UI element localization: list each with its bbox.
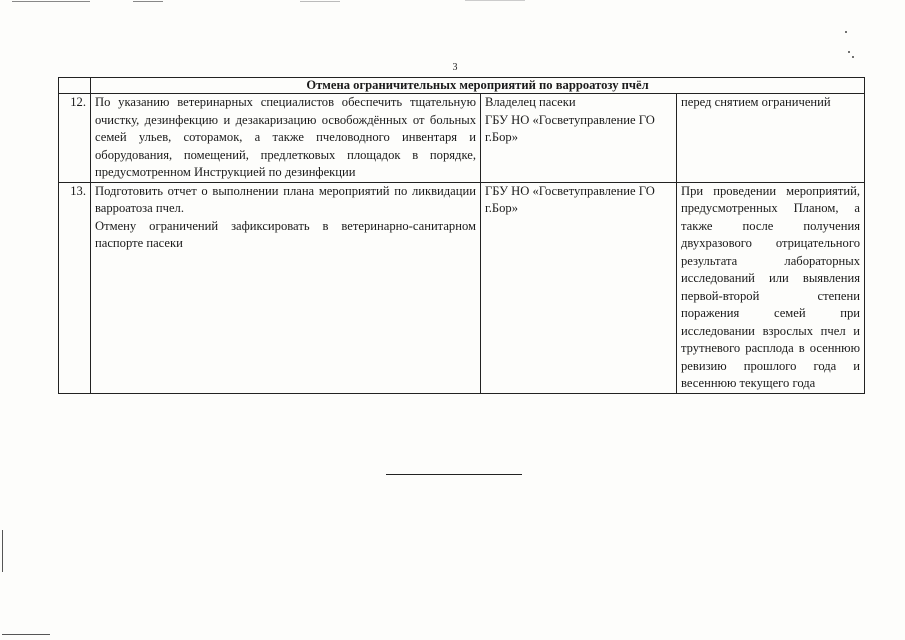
responsible-cell (481, 94, 677, 183)
scan-artifact-line (465, 0, 525, 1)
scan-artifact-line (133, 1, 163, 2)
row-number: 12. (59, 94, 91, 183)
deadline-cell: перед снятием ограничений (677, 94, 865, 183)
action-cell (91, 94, 481, 183)
deadline-text: При проведении мероприятий, предусмотренных Планом, а также после получения двухразового отрицательного результата лабораторных исследований или выявления первой-второй степени поражения семей при исследовании взрослых пчел и трутневого расплода в осеннюю ревизию прошлого года и весеннюю текущего года (681, 183, 860, 390)
plan-table (58, 77, 865, 394)
responsible-cell: ГБУ НО «Госветуправление ГО г.Бор» (481, 182, 677, 393)
action-text: По указанию ветеринарных специалистов обеспечить тщательную очистку, дезинфекцию и дезакаризацию освобождённых от больных семей ульев, сотoрамок, а также пчеловодного инвентаря и оборудования, помещений, предлетковых площадок в порядке, предусмотренном Инструкцией по дезинфекции (95, 95, 476, 179)
section-header-num-cell (59, 78, 91, 94)
section-title: Отмена ограничительных мероприятий по варроатозу пчёл (91, 78, 865, 94)
page-number: 3 (452, 62, 458, 73)
action-cell (91, 182, 481, 393)
end-rule (386, 474, 522, 475)
action-text: Отмену ограничений зафиксировать в ветеринарно-санитарном паспорте пасеки (95, 218, 476, 250)
scan-artifact-line (300, 1, 340, 2)
action-text: Подготовить отчет о выполнении плана мероприятий по ликвидации варроатоза пчел. (95, 183, 476, 215)
row-number: 13. (59, 182, 91, 393)
scan-artifact-dot (848, 51, 850, 53)
scan-artifact-dot (852, 56, 854, 58)
scan-artifact-line (12, 1, 90, 2)
section-header-row (59, 78, 865, 94)
table-row (59, 94, 865, 183)
responsible-text: Владелец пасеки (485, 95, 576, 109)
deadline-cell (677, 182, 865, 393)
scan-margin-mark (2, 530, 3, 572)
table-row (59, 182, 865, 393)
responsible-text: ГБУ НО «Госветуправление ГО г.Бор» (485, 112, 655, 144)
scan-artifact-dot (845, 31, 847, 33)
scan-margin-mark (2, 634, 50, 635)
